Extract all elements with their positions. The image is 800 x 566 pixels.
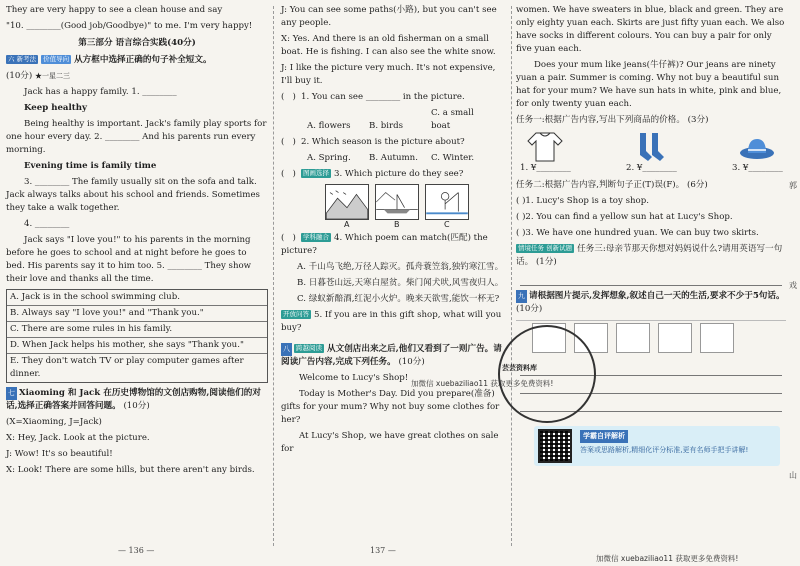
dialog-line: J: Wow! It's so beautiful!: [6, 449, 113, 459]
choice[interactable]: C. a small boat: [431, 108, 474, 131]
picture-label: C: [444, 220, 450, 229]
q6-score-line: [6, 70, 268, 83]
task1-text: 任务一:根据广告内容,写出下列商品的价格。: [516, 115, 685, 125]
choice-row: [281, 107, 507, 133]
choice[interactable]: C. Winter.: [431, 153, 475, 163]
q6-instruction: 从方框中选择正确的句子补全短文。: [74, 55, 212, 65]
dialog-line: J: You can see some paths(小路), but you can't see any people.: [281, 5, 497, 28]
passage-para: 4. ________: [24, 219, 70, 229]
fisherman-image: [426, 185, 468, 219]
passage-para: Being healthy is important. Jack's family play sports for one hour every day. 2. ________ And his parents run every morning.: [6, 119, 267, 155]
tf-question[interactable]: ( )2. You can find a yellow sun hat at Lucy's Shop.: [516, 212, 733, 222]
passage-heading: Keep healthy: [24, 103, 87, 113]
intro-line: They are very happy to see a clean house and say: [6, 5, 223, 15]
question-text: 5. If you are in this gift shop, what will you buy?: [281, 310, 502, 333]
dialog-line: X: Hey, Jack. Look at the picture.: [6, 433, 150, 443]
q8-score: (10分): [398, 357, 425, 367]
question: [281, 91, 507, 104]
question-text: 4. Which poem can match(匹配) the picture?: [281, 233, 488, 256]
question-text: 2. Which season is the picture about?: [301, 137, 465, 147]
passage-para: 3. ________ The family usually sit on the sofa and talk. Jack always talks about his school and friends. Sometimes they take a walk together.: [6, 177, 260, 213]
q7-score: (10分): [123, 401, 150, 411]
stamp-text: 芸芸资料库: [502, 364, 537, 372]
question: [281, 232, 507, 258]
q4-tag: 学科融合: [303, 233, 329, 241]
picture-option-a[interactable]: [325, 184, 369, 229]
q8-instruction: 从文创店出来之后,他们又看到了一则广告。请阅读广告内容,完成下列任务。: [281, 344, 502, 367]
qr-code-icon[interactable]: [538, 429, 572, 463]
q8-tag: 八: [281, 343, 292, 356]
choice-row: [281, 152, 507, 165]
poem-option[interactable]: B. 日暮苍山远,天寒白屋贫。柴门闻犬吠,风雪夜归人。: [297, 278, 504, 288]
q6-header: [6, 54, 268, 67]
picture-option-b[interactable]: [375, 184, 419, 229]
side-mark: 戏: [789, 281, 797, 290]
option-item: E. They don't watch TV or play computer games after dinner.: [10, 356, 244, 379]
task3-text: 任务三:母亲节那天你想对妈妈说什么?请用英语写一句话。: [516, 244, 783, 267]
question: [281, 136, 507, 149]
price-blank[interactable]: 1. ¥________: [520, 163, 571, 173]
task3-tag: 情境任务 创新试题: [518, 244, 573, 252]
option-item: C. There are some rules in his family.: [7, 322, 267, 338]
answer-paren[interactable]: ( ): [281, 233, 296, 243]
ad-para: women. We have sweaters in blue, black and green. They are only eighty yuan each. Skirts are just fifty yuan each. We also have socks in different colours. You can buy a pair for only five yuan each.: [516, 5, 785, 54]
middle-column: [281, 4, 507, 459]
answer-paren[interactable]: ( ): [281, 169, 296, 179]
q8-tag2: 跨越阅读: [296, 344, 322, 352]
socks-icon: [632, 131, 670, 163]
price-blank[interactable]: 3. ¥________: [732, 163, 783, 173]
q7-tag: 七: [6, 387, 17, 400]
ad-para: Does your mum like jeans(牛仔裤)? Our jeans are ninety yuan a pair. Summer is coming. Why not buy a beautiful sun hat for your mum? We have sun hats in white, pink and blue, for only twenty yuan each.: [516, 60, 782, 109]
goods-row: [520, 131, 783, 173]
page-number-mid: 137 —: [370, 546, 396, 555]
answer-paren[interactable]: ( ): [281, 137, 296, 147]
qr-text: 答案或思路解析,精细化评分标准,更有名师手把手讲解!: [580, 446, 749, 454]
ad-title: Welcome to Lucy's Shop!: [299, 373, 409, 383]
scene-image: [700, 323, 734, 353]
q8-header: [281, 343, 507, 369]
tf-question[interactable]: ( )1. Lucy's Shop is a toy shop.: [516, 196, 649, 206]
passage-para: Jack says "I love you!" to his parents in the morning before he goes to school and at night before he goes to bed. His parents say it to him too. 5. ________ They show their love and thanks all the time.: [6, 235, 252, 284]
q3-tag: 图画选择: [303, 169, 329, 177]
poem-option[interactable]: C. 绿蚁新醅酒,红泥小火炉。晚来天欲雪,能饮一杯无?: [297, 294, 500, 304]
seal-stamp: [498, 325, 596, 423]
picture-options: [325, 184, 507, 229]
price-blank[interactable]: 2. ¥________: [626, 163, 677, 173]
question: [281, 309, 507, 335]
column-divider: [273, 6, 274, 546]
picture-label: B: [394, 220, 400, 229]
dialog-line: X: Yes. And there is an old fisherman on a small boat. He is fishing. I can also see the white snow.: [281, 34, 496, 57]
options-box: [6, 289, 268, 383]
answer-paren[interactable]: ( ): [281, 92, 296, 102]
sun-hat-icon: [738, 131, 776, 163]
passage-heading: Evening time is family time: [24, 161, 157, 171]
option-item: B. Always say "I love you!" and "Thank you.": [7, 306, 267, 322]
intro-line: "10. ________(Good job/Goodbye)" to me. I'm very happy!: [6, 21, 253, 31]
choice[interactable]: B. birds: [369, 121, 404, 131]
picture-option-c[interactable]: [425, 184, 469, 229]
q5-tag: 开放问答: [283, 310, 309, 318]
qr-title: 学霸自评解析: [580, 430, 628, 443]
q6-score: (10分): [6, 71, 33, 81]
task1-header: [516, 114, 786, 127]
watermark-text: 加微信 xuebaziliao11 获取更多免费资料!: [596, 554, 739, 563]
qr-banner: [534, 426, 780, 466]
answer-line[interactable]: [520, 272, 782, 286]
task2-header: [516, 179, 786, 192]
side-mark: 郭: [789, 181, 797, 190]
boat-image: [376, 185, 418, 219]
q7-instruction: Xiaoming 和 Jack 在历史博物馆的文创店购物,阅读他们的对话,选择正确答案并回答问题。: [6, 388, 261, 411]
task2-text: 任务二:根据广告内容,判断句子正(T)误(F)。: [516, 180, 685, 190]
watermark-text: 加微信 xuebaziliao11 获取更多免费资料!: [411, 379, 554, 388]
task1-score: (3分): [687, 115, 709, 125]
column-divider: [511, 6, 512, 546]
dialog-line: J: I like the picture very much. It's not expensive, I'll buy it.: [281, 63, 496, 86]
ad-para: At Lucy's Shop, we have great clothes on sale for: [281, 431, 499, 454]
choice[interactable]: A. Spring.: [307, 153, 351, 163]
scene-image: [658, 323, 692, 353]
option-item: D. When Jack helps his mother, she says "Thank you.": [7, 338, 267, 354]
passage-para: Jack has a happy family. 1. ________: [24, 87, 177, 97]
part-title: 第三部分 语言综合实践(40分): [78, 38, 196, 48]
q7-header: [6, 387, 268, 413]
option-item: A. Jack is in the school swimming club.: [7, 290, 267, 306]
side-mark: 山: [789, 471, 797, 480]
task3-header: [516, 243, 786, 269]
q6-marker: ★一星二三: [34, 72, 70, 80]
q6-tag: 六 新考法: [8, 55, 37, 63]
scene-image: [616, 323, 650, 353]
q9-header: [516, 290, 786, 316]
choice[interactable]: A. flowers: [307, 121, 351, 131]
socks-item: [626, 131, 677, 173]
poem-option[interactable]: A. 千山鸟飞绝,万径人踪灭。孤舟蓑笠翁,独钓寒江雪。: [297, 262, 504, 272]
picture-label: A: [344, 220, 350, 229]
question: [281, 168, 507, 181]
question-text: 1. You can see ________ in the picture.: [301, 92, 465, 102]
page-number-left: — 136 —: [118, 546, 155, 555]
dialog-line: X: Look! There are some hills, but there aren't any birds.: [6, 465, 255, 475]
choice[interactable]: B. Autumn.: [369, 153, 418, 163]
sun-hat-item: [732, 131, 783, 173]
tf-question[interactable]: ( )3. We have one hundred yuan. We can buy two skirts.: [516, 228, 759, 238]
question-text: 3. Which picture do they see?: [334, 169, 464, 179]
sweater-item: [520, 131, 571, 173]
q9-instruction: 请根据图片提示,发挥想象,叙述自己一天的生活,要求不少于5句话。: [529, 291, 785, 301]
q9-tag: 九: [516, 290, 527, 303]
left-column: [6, 4, 268, 480]
ad-para: Today is Mother's Day. Did you prepare(准备) gifts for your mum? Why not buy some clothes for her?: [281, 389, 500, 425]
task3-score: (1分): [535, 257, 557, 267]
q6-tag2: 价值导向: [43, 55, 70, 63]
sweater-icon: [526, 131, 564, 163]
dialog-note: (X=Xiaoming, J=Jack): [6, 417, 102, 427]
task2-score: (6分): [686, 180, 708, 190]
q9-score: (10分): [516, 304, 543, 314]
snow-hills-image: [326, 185, 368, 219]
